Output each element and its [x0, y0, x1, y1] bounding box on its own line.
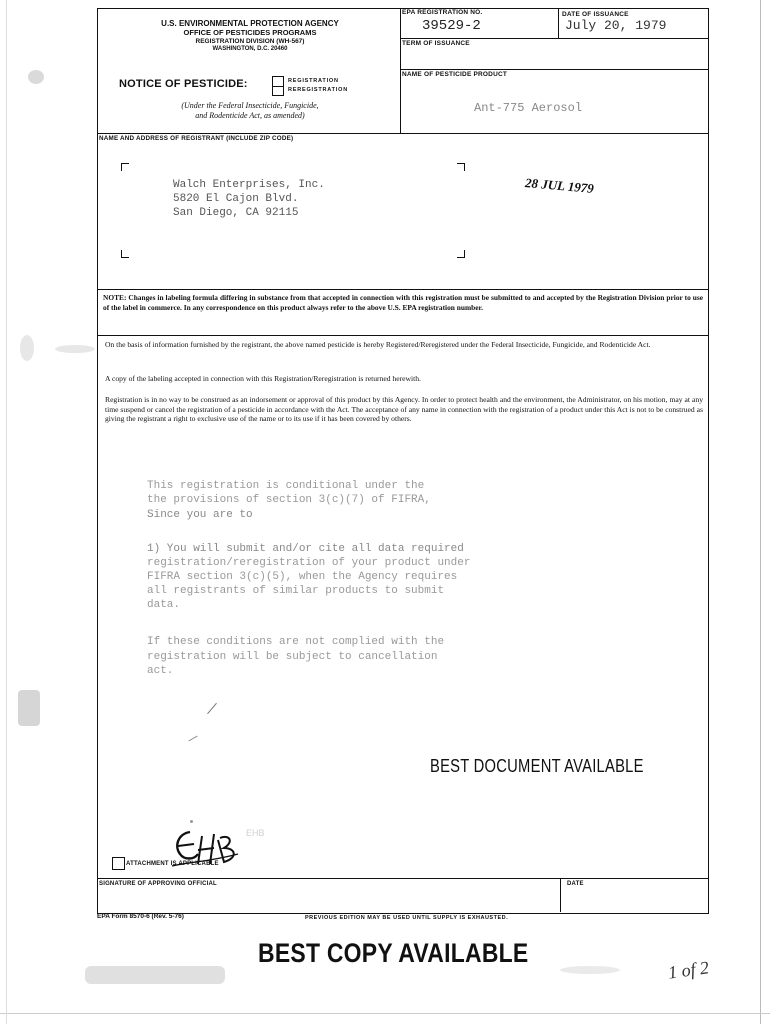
best-document-stamp: BEST DOCUMENT AVAILABLE — [430, 756, 644, 776]
signature-label: SIGNATURE OF APPROVING OFFICIAL — [99, 881, 217, 887]
scan-artifact — [20, 335, 34, 361]
bottom-edge-line — [0, 1013, 770, 1014]
typed-line-4: 1) You will submit and/or cite all data required — [147, 543, 464, 555]
note-top-rule — [97, 289, 708, 290]
address-corner-tl — [121, 163, 129, 171]
typed-line-1: This registration is conditional under the — [147, 480, 425, 492]
product-value: Ant-775 Aerosol — [474, 101, 583, 115]
registrant-label: NAME AND ADDRESS OF REGISTRANT (INCLUDE ZIP CODE) — [99, 135, 294, 142]
attachment-checkbox[interactable] — [112, 857, 125, 870]
scan-artifact — [18, 690, 40, 726]
reg-no-rule — [400, 38, 708, 39]
act-line-2: and Rodenticide Act, as amended) — [195, 111, 305, 120]
scan-artifact — [55, 345, 95, 353]
typed-line-10: registration will be subject to cancellation — [147, 651, 438, 663]
disclaimer-text: Registration is in no way to be construed as an indorsement or approval of this product by this Agency. In order to protect health and the environment, the Administrator, on his motion, may at any time suspend or cancel the registration of a pesticide in accordance with the Act. The acceptance of any name in connection with the registration of a product under this Act is not to be construed as giving the registrant a right to exclusive use of the name or to its use if it has been covered by others. — [105, 395, 703, 424]
typed-line-7: all registrants of similar products to submit — [147, 585, 445, 597]
reregistration-checkbox[interactable] — [272, 86, 284, 96]
received-date-stamp: 28 JUL 1979 — [524, 175, 595, 196]
note-bottom-rule — [97, 335, 708, 336]
right-edge-line — [760, 0, 761, 1024]
labeling-copy-text: A copy of the labeling accepted in connection with this Registration/Reregistration is returned herewith. — [105, 374, 421, 383]
typed-line-6: FIFRA section 3(c)(5), when the Agency requires — [147, 571, 458, 583]
address-corner-br — [457, 250, 465, 258]
registrant-line-3: San Diego, CA 92115 — [173, 207, 299, 219]
date-label: DATE OF ISSUANCE — [562, 11, 629, 18]
agency-line-1: U.S. ENVIRONMENTAL PROTECTION AGENCY — [161, 19, 339, 28]
registrant-line-1: Walch Enterprises, Inc. — [173, 179, 325, 191]
date-value: July 20, 1979 — [565, 18, 667, 33]
best-copy-stamp: BEST COPY AVAILABLE — [258, 938, 529, 968]
scan-artifact — [560, 966, 620, 974]
term-label: TERM OF ISSUANCE — [402, 40, 470, 47]
note-text: NOTE: Changes in labeling formula differing in substance from that accepted in connection with this registration must be submitted to and accepted by the Registration Division prior to use of the label in commerce. In any correspondence on this product always refer to the above U.S. EPA registration number. — [103, 293, 703, 312]
registrant-line-2: 5820 El Cajon Blvd. — [173, 193, 299, 205]
left-edge-line — [6, 0, 7, 1024]
signature-date-divider — [560, 878, 561, 912]
previous-edition-note: PREVIOUS EDITION MAY BE USED UNTIL SUPPLY IS EXHAUSTED. — [305, 915, 509, 921]
date-divider — [558, 8, 559, 38]
signature-top-rule — [97, 878, 708, 879]
reregistration-option-label: REREGISTRATION — [288, 87, 348, 93]
header-divider — [400, 8, 401, 133]
form-number: EPA Form 8570-6 (Rev. 5-76) — [97, 913, 184, 920]
registration-basis-text: On the basis of information furnished by the registrant, the above named pesticide is hereby Registered/Reregistered under the Federal Insecticide, Fungicide, and Rodenticide Act. — [105, 340, 651, 349]
term-rule — [400, 69, 708, 70]
registration-option-label: REGISTRATION — [288, 78, 339, 84]
typed-line-11: act. — [147, 665, 174, 677]
agency-line-3: REGISTRATION DIVISION (WH-567) — [195, 38, 305, 45]
agency-line-4: WASHINGTON, D.C. 20460 — [212, 46, 288, 52]
scan-artifact — [28, 70, 44, 84]
typed-line-2: the provisions of section 3(c)(7) of FIFRA, — [147, 494, 431, 506]
pesticide-notice-form — [97, 8, 709, 914]
signature-initials: EHB — [246, 828, 265, 838]
address-corner-tr — [457, 163, 465, 171]
act-line-1: (Under the Federal Insecticide, Fungicide, — [181, 101, 319, 110]
address-corner-bl — [121, 250, 129, 258]
attachment-label: ATTACHMENT IS APPLICABLE — [126, 861, 219, 867]
scan-mark — [190, 820, 193, 823]
typed-line-9: If these conditions are not complied with the — [147, 636, 445, 648]
typed-line-5: registration/reregistration of your product under — [147, 557, 471, 569]
date-footer-label: DATE — [567, 881, 584, 887]
typed-line-3: Since you are to — [147, 509, 253, 521]
reg-no-value: 39529-2 — [422, 18, 481, 34]
product-label: NAME OF PESTICIDE PRODUCT — [402, 71, 508, 78]
typed-line-8: data. — [147, 599, 181, 611]
header-bottom-rule — [97, 133, 708, 134]
scan-artifact — [85, 966, 225, 984]
agency-line-2: OFFICE OF PESTICIDES PROGRAMS — [183, 28, 317, 37]
page-count-note: 1 of 2 — [666, 957, 711, 983]
notice-title: NOTICE OF PESTICIDE: — [119, 78, 248, 90]
reg-no-label: EPA REGISTRATION NO. — [402, 9, 483, 16]
